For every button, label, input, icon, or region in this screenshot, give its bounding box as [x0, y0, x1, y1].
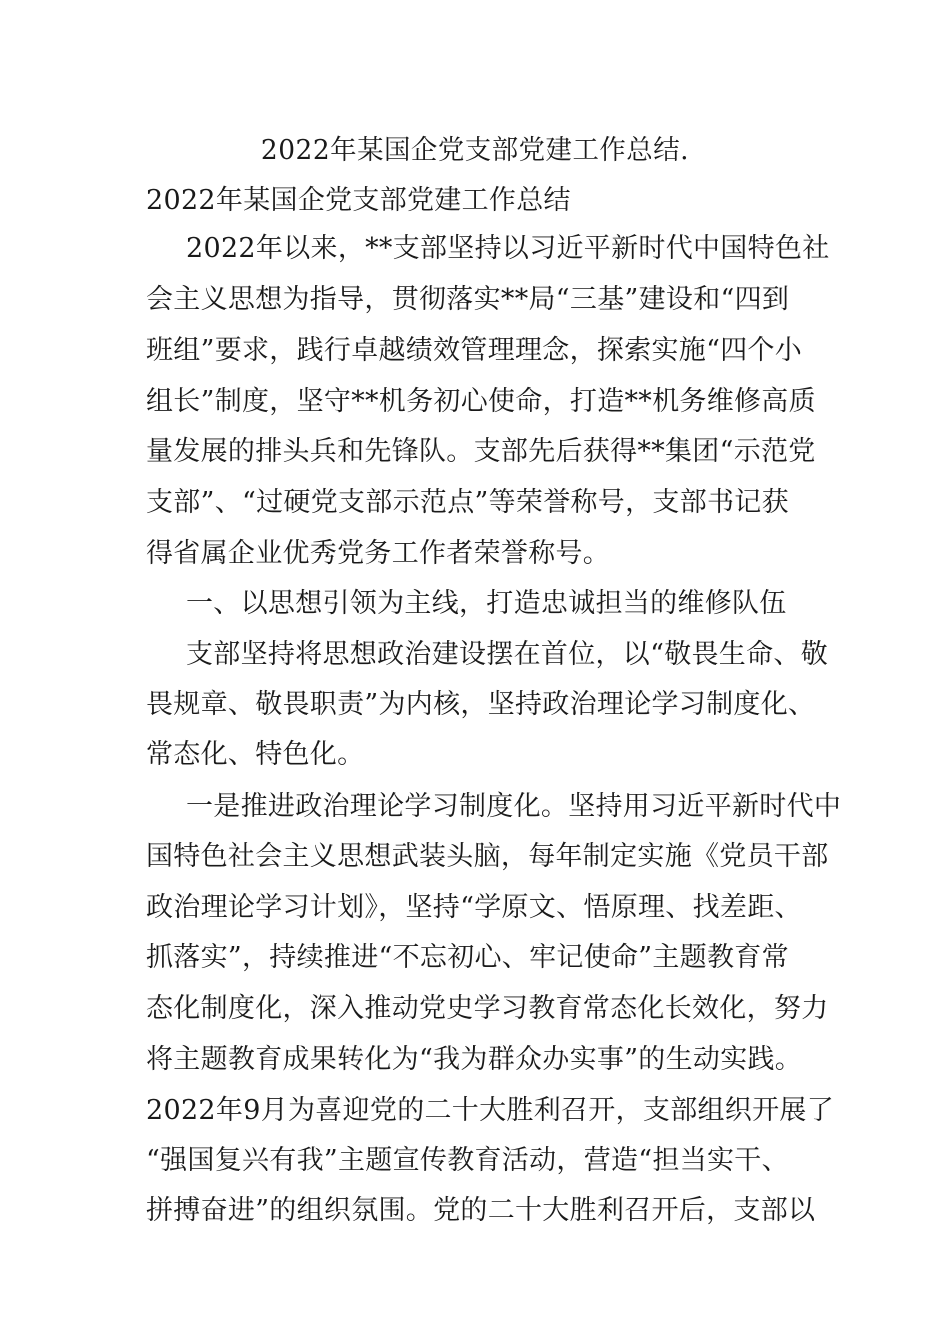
paragraph-line: 会主义思想为指导，贯彻落实**局“三基”建设和“四到 [146, 284, 790, 315]
paragraph-line: 2022年9月为喜迎党的二十大胜利召开，支部组织开展了 [146, 1095, 834, 1126]
paragraph-line: 支部”、“过硬党支部示范点”等荣誉称号，支部书记获 [146, 487, 789, 518]
paragraph-line: 组长”制度，坚守**机务初心使命，打造**机务维修高质 [146, 386, 816, 417]
paragraph-line: 拼搏奋进”的组织氛围。党的二十大胜利召开后，支部以 [146, 1195, 816, 1226]
document-title: 2022年某国企党支部党建工作总结. [260, 135, 690, 166]
paragraph-line: 班组”要求，践行卓越绩效管理理念，探索实施“四个小 [146, 335, 803, 366]
paragraph-line: 将主题教育成果转化为“我为群众办实事”的生动实践。 [146, 1044, 803, 1075]
paragraph-line: 常态化、特色化。 [146, 739, 365, 770]
section-heading: 一、以思想引领为主线，打造忠诚担当的维修队伍 [186, 588, 787, 619]
paragraph-line: 政治理论学习计划》，坚持“学原文、悟原理、找差距、 [146, 892, 802, 923]
paragraph-line: 态化制度化，深入推动党史学习教育常态化长效化，努力 [146, 993, 829, 1024]
paragraph-line: 抓落实”，持续推进“不忘初心、牢记使命”主题教育常 [146, 942, 789, 973]
paragraph-line: 量发展的排头兵和先锋队。支部先后获得**集团“示范党 [146, 436, 816, 467]
paragraph-line: 2022年以来，**支部坚持以习近平新时代中国特色社 [186, 233, 830, 264]
paragraph-line: 一是推进政治理论学习制度化。坚持用习近平新时代中 [186, 791, 842, 822]
document-subtitle: 2022年某国企党支部党建工作总结 [146, 185, 571, 216]
paragraph-line: 得省属企业优秀党务工作者荣誉称号。 [146, 538, 611, 569]
paragraph-line: 畏规章、敬畏职责”为内核，坚持政治理论学习制度化、 [146, 689, 816, 720]
paragraph-line: 国特色社会主义思想武装头脑，每年制定实施《党员干部 [146, 841, 829, 872]
paragraph-line: 支部坚持将思想政治建设摆在首位，以“敬畏生命、敬 [186, 639, 829, 670]
paragraph-line: “强国复兴有我”主题宣传教育活动，营造“担当实干、 [146, 1145, 789, 1176]
